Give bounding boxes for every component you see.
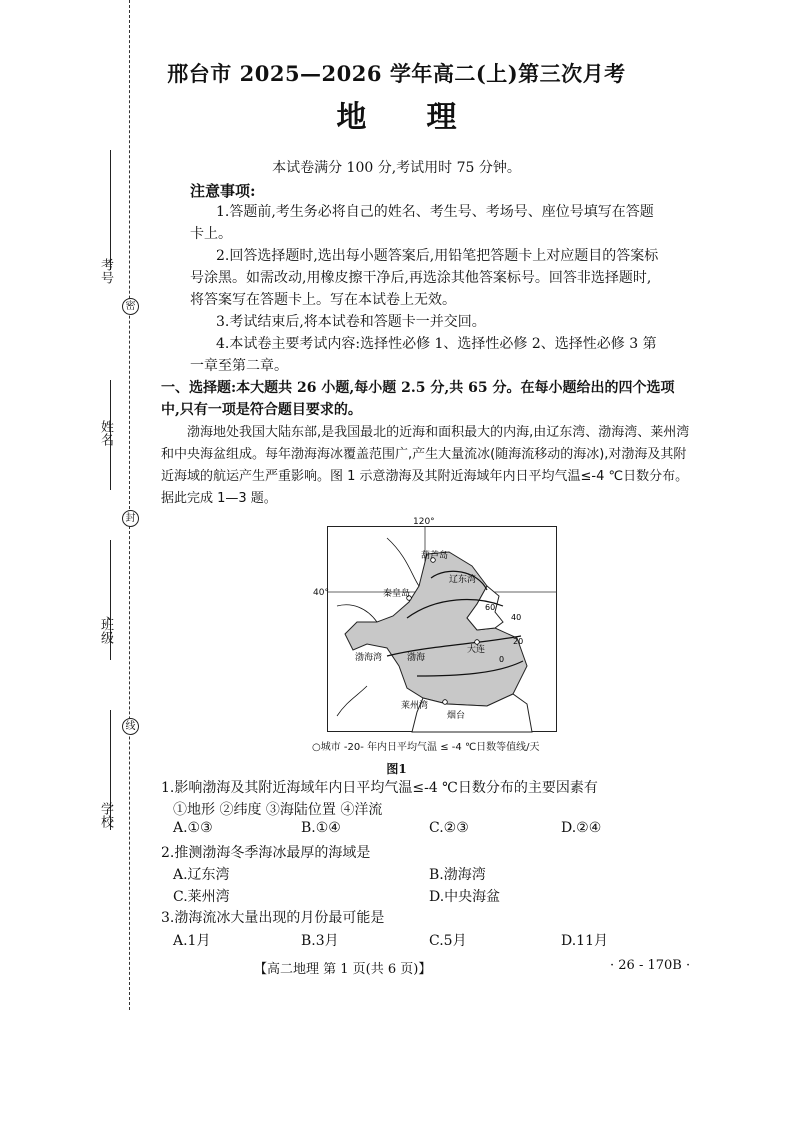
question-3-option: C.5月	[429, 933, 467, 949]
question-1-factors: ①地形 ②纬度 ③海陆位置 ④洋流	[173, 802, 383, 818]
notice-item: 4.本试卷主要考试内容:选择性必修 1、选择性必修 2、选择性必修 3 第一章至第二章。	[190, 336, 657, 374]
isoline-label-0: 0	[499, 655, 505, 664]
legend-isoline-text: 年内日平均气温 ≤ -4 ℃日数等值线/天	[367, 742, 540, 753]
exam-title: 邢台市 2025—2026 学年高二(上)第三次月考	[167, 61, 626, 86]
figure-caption: 图1	[386, 762, 407, 776]
exam-number-label: 考号	[98, 258, 113, 284]
notice-item: 3.考试结束后,将本试卷和答题卡一并交回。	[216, 314, 486, 330]
question-3-stem: 3.渤海流冰大量出现的月份最可能是	[161, 910, 385, 926]
notice-heading: 注意事项:	[190, 182, 256, 200]
seal-xian: 线	[122, 718, 139, 735]
map-lon-label: 120°	[413, 517, 435, 527]
question-3-option: B.3月	[301, 933, 339, 949]
map-legend	[312, 738, 582, 753]
section-heading: 一、选择题:本大题共 26 小题,每小题 2.5 分,共 65 分。在每小题给出的四个选项中,只有一项是符合题目要求的。	[161, 380, 675, 418]
name-label: 姓名	[98, 420, 113, 446]
place-yantai: 烟台	[447, 711, 466, 721]
place-dalian: 大连	[467, 645, 486, 655]
question-1-stem: 1.影响渤海及其附近海域年内日平均气温≤-4 ℃日数分布的主要因素有	[161, 780, 598, 796]
question-2-option: B.渤海湾	[429, 867, 486, 883]
place-huludao: 葫芦岛	[421, 551, 449, 561]
margin-comma: 、	[106, 607, 120, 623]
place-bohai: 渤海	[407, 653, 426, 663]
place-laizhouwan: 莱州湾	[401, 701, 429, 711]
question-1-option: C.②③	[429, 820, 469, 836]
notice-item: 2.回答选择题时,选出每小题答案后,用铅笔把答题卡上对应题目的答案标号涂黑。如需改动,用橡皮擦干净后,再选涂其他答案标号。回答非选择题时,将答案写在答题卡上。写在本试卷上无效。	[190, 248, 659, 308]
question-3-option: A.1月	[173, 933, 211, 949]
isoline-label-60: 60	[485, 603, 496, 612]
subject-title: 地理	[336, 100, 517, 135]
notice-list	[190, 201, 660, 377]
place-bohaiwan: 渤海湾	[355, 653, 383, 663]
bohai-map	[313, 517, 557, 732]
seal-mi: 密	[122, 298, 139, 315]
question-3-option: D.11月	[561, 933, 608, 949]
city-marker-yantai	[443, 700, 448, 705]
class-label: 班级	[98, 618, 113, 644]
city-marker-dalian	[475, 640, 480, 645]
seal-feng: 封	[122, 510, 139, 527]
paper-code: · 26 - 170B ·	[610, 958, 691, 973]
notice-item: 1.答题前,考生务必将自己的姓名、考生号、考场号、座位号填写在答题卡上。	[190, 204, 654, 242]
place-qinhuangdao: 秦皇岛	[383, 589, 411, 599]
binding-dashed-line	[129, 0, 130, 1010]
legend-isoline-symbol: -20-	[343, 742, 364, 753]
school-label: 学校	[98, 802, 113, 828]
map-lat-label: 40°	[313, 588, 329, 598]
question-2-stem: 2.推测渤海冬季海冰最厚的海域是	[161, 845, 371, 861]
exam-info: 本试卷满分 100 分,考试用时 75 分钟。	[272, 160, 521, 176]
question-2-option: C.莱州湾	[173, 889, 230, 905]
question-1-option: D.②④	[561, 820, 602, 836]
legend-city: ○城市	[312, 742, 341, 753]
place-liaodongwan: 辽东湾	[449, 575, 477, 585]
question-2-option: D.中央海盆	[429, 889, 501, 905]
page-footer: 【高二地理 第 1 页(共 6 页)】	[254, 962, 432, 977]
question-1-option: A.①③	[173, 820, 213, 836]
question-2-option: A.辽东湾	[173, 867, 230, 883]
isoline-label-20: 20	[513, 637, 524, 646]
section-intro: 渤海地处我国大陆东部,是我国最北的近海和面积最大的内海,由辽东湾、渤海湾、莱州湾和中央海盆组成。每年渤海海冰覆盖范围广,产生大量流冰(随海流移动的海冰),对渤海及其附近海域的航运产生严重影响。图 1 示意渤海及其附近海域年内日平均气温≤-4 ℃日数分布。据此完成 1—3 题。	[161, 425, 690, 506]
question-1-option: B.①④	[301, 820, 341, 836]
isoline-label-40: 40	[511, 613, 522, 622]
